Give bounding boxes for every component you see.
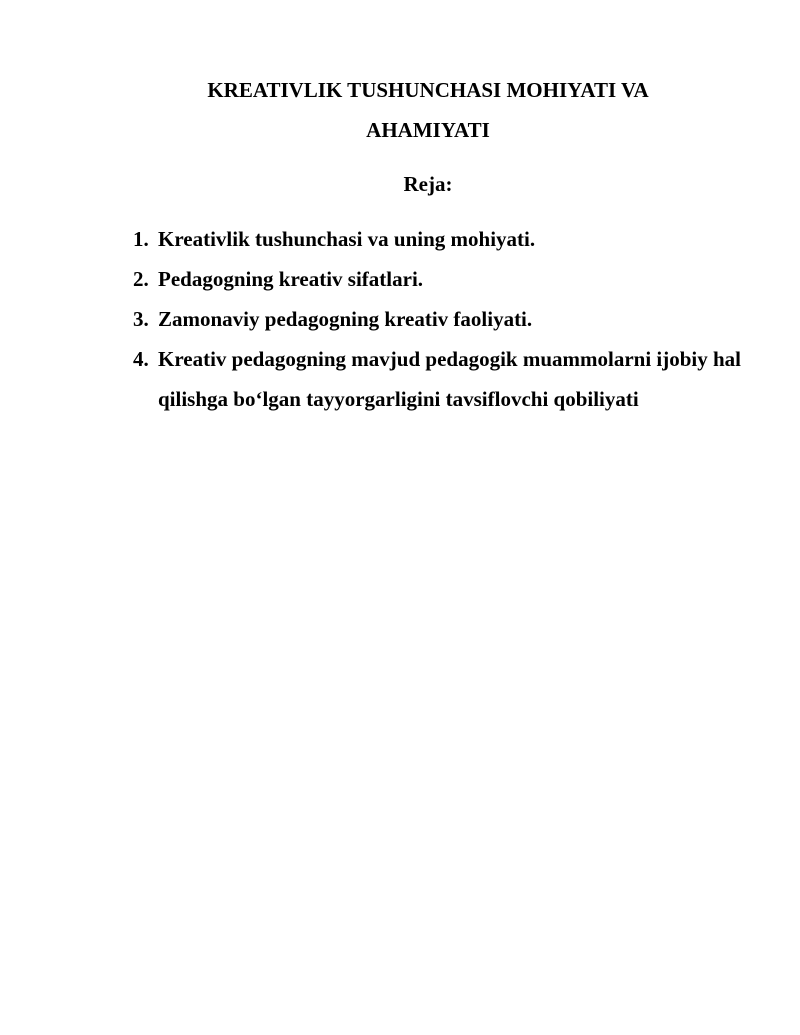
plan-item-4: [133, 339, 773, 419]
plan-list: [133, 219, 773, 419]
plan-item-number: 2.: [133, 267, 149, 291]
plan-item-3: [133, 299, 773, 339]
plan-item-text: Kreativlik tushunchasi va uning mohiyati.: [158, 227, 536, 251]
plan-heading: Reja:: [403, 172, 453, 196]
title-line-1: KREATIVLIK TUSHUNCHASI MOHIYATI VA: [207, 78, 649, 102]
plan-item-1: [133, 219, 773, 259]
plan-item-2: [133, 259, 773, 299]
plan-item-text: Kreativ pedagogning mavjud pedagogik muammolarni ijobiy hal qilishga boʻlgan tayyorgarligini tavsiflovchi qobiliyati: [158, 347, 742, 411]
plan-item-text: Zamonaviy pedagogning kreativ faoliyati.: [158, 307, 533, 331]
plan-item-number: 4.: [133, 347, 149, 371]
document-title: [0, 70, 800, 150]
plan-item-number: 3.: [133, 307, 149, 331]
plan-item-number: 1.: [133, 227, 149, 251]
title-line-2: AHAMIYATI: [366, 118, 490, 142]
plan-item-text: Pedagogning kreativ sifatlari.: [158, 267, 424, 291]
